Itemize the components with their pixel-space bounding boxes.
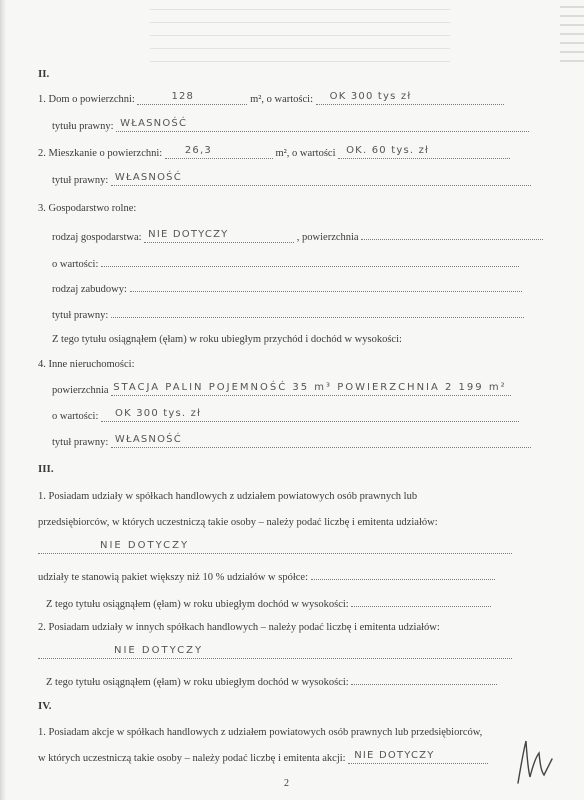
- other-value: OK 300 tys. zł: [115, 408, 202, 419]
- other-shares-text: 2. Posiadam udziały w innych spółkach handlowych – należy podać liczbę i emitenta udziałów:: [38, 622, 440, 633]
- house-title-field: [116, 120, 529, 132]
- house-title-value: WŁASNOŚĆ: [120, 118, 188, 129]
- other-title-label: tytuł prawny:: [52, 437, 109, 448]
- farm-area-label: , powierzchnia: [296, 232, 359, 243]
- stocks-text-line2: [38, 752, 488, 766]
- flat-value-field: [338, 147, 510, 159]
- house-value: OK 300 tys zł: [329, 91, 412, 102]
- flat-value: OK. 60 tys. zł: [346, 145, 430, 156]
- house-area-field: [137, 93, 247, 105]
- other-shares-income-label: Z tego tytułu osiągnąłem (ęłam) w roku ubiegłym dochód w wysokości:: [46, 677, 349, 688]
- farm-title-field: [111, 306, 524, 318]
- other-title-line: [52, 436, 531, 450]
- shares-income-field: [351, 595, 491, 607]
- flat-area-field: [165, 147, 273, 159]
- farm-kind-label: rodzaj gospodarstwa:: [52, 232, 142, 243]
- house-title-label: tytułu prawny:: [52, 121, 114, 132]
- flat-title-field: [111, 174, 531, 186]
- farm-buildings-line: [52, 280, 522, 297]
- other-value-line: [52, 410, 519, 424]
- flat-title-label: tytuł prawny:: [52, 175, 109, 186]
- shares-packet-label: udziały te stanowią pakiet większy niż 10 % udziałów w spółce:: [38, 572, 309, 583]
- shares-income-label: Z tego tytułu osiągnąłem (ęłam) w roku ubiegłym dochód w wysokości:: [46, 599, 349, 610]
- scan-edge-shadow: [0, 0, 6, 800]
- other-title-field: [111, 436, 531, 448]
- section-ii-heading: II.: [38, 68, 50, 80]
- house-area-value: 128: [171, 91, 195, 102]
- other-area-label: powierzchnia: [52, 385, 109, 396]
- stocks-text-line1: 1. Posiadam akcje w spółkach handlowych z udziałem powiatowych osób prawnych lub przedsiębiorców,: [38, 727, 483, 738]
- flat-unit-label: m², o wartości: [275, 148, 336, 159]
- section-iv-heading: IV.: [38, 700, 52, 712]
- stocks-answer: NIE DOTYCZY: [354, 750, 435, 761]
- stocks-answer-field: [348, 752, 488, 764]
- flat-area-line: [38, 147, 510, 161]
- farm-value-field: [101, 255, 519, 267]
- other-area-value: STACJA PALIN POJEMNOŚĆ 35 m³ POWIERZCHNIA 2 199 m²: [113, 382, 507, 393]
- house-area-label: 1. Dom o powierzchni:: [38, 94, 135, 105]
- flat-area-value: 26,3: [184, 145, 212, 156]
- farm-title-line: [52, 306, 524, 323]
- section-iii-heading: III.: [38, 463, 54, 475]
- house-area-line: [38, 93, 504, 107]
- flat-title-line: [52, 174, 531, 188]
- other-shares-answer: NIE DOTYCZY: [114, 645, 204, 656]
- shares-packet-line: [38, 568, 495, 585]
- farm-value-label: o wartości:: [52, 259, 99, 270]
- shares-answer-line: [38, 542, 512, 556]
- house-title-line: [52, 120, 529, 134]
- other-shares-answer-field: [38, 647, 512, 659]
- other-shares-income-line: [46, 673, 497, 690]
- farm-income-text: Z tego tytułu osiągnąłem (ęłam) w roku ubiegłym przychód i dochód w wysokości:: [52, 334, 402, 345]
- farm-title-label: tytuł prawny:: [52, 310, 109, 321]
- shares-packet-field: [311, 568, 495, 580]
- shares-text-line2: przedsiębiorców, w których uczestniczą takie osoby – należy podać liczbę i emitenta udziałów:: [38, 517, 438, 528]
- farm-kind-field: [144, 231, 294, 243]
- farm-value-line: [52, 255, 519, 272]
- page-number: 2: [284, 778, 289, 789]
- bleed-through-text: [150, 2, 450, 62]
- other-area-line: [52, 384, 511, 398]
- shares-income-line: [46, 595, 491, 612]
- farm-area-field: [361, 228, 543, 240]
- bleed-through-mark: [560, 4, 584, 62]
- farm-kind-value: NIE DOTYCZY: [148, 229, 229, 240]
- shares-text-line1: 1. Posiadam udziały w spółkach handlowych z udziałem powiatowych osób prawnych lub: [38, 491, 418, 502]
- signature-mark: [512, 735, 556, 787]
- other-title-value: WŁASNOŚĆ: [114, 434, 182, 445]
- other-property-heading: 4. Inne nieruchomości:: [38, 359, 135, 370]
- flat-area-label: 2. Mieszkanie o powierzchni:: [38, 148, 163, 159]
- shares-answer-field: [38, 542, 512, 554]
- house-unit-label: m², o wartości:: [250, 94, 313, 105]
- stocks-text-label: w których uczestniczą takie osoby – należy podać liczbę i emitenta akcji:: [38, 753, 346, 764]
- other-area-field: [111, 384, 511, 396]
- house-value-field: [316, 93, 504, 105]
- farm-heading: 3. Gospodarstwo rolne:: [38, 203, 137, 214]
- other-shares-answer-line: [38, 647, 512, 661]
- other-shares-income-field: [351, 673, 497, 685]
- flat-title-value: WŁASNOŚĆ: [114, 172, 182, 183]
- farm-kind-line: [52, 228, 543, 245]
- other-value-field: [101, 410, 519, 422]
- shares-answer: NIE DOTYCZY: [100, 540, 190, 551]
- other-value-label: o wartości:: [52, 411, 99, 422]
- farm-buildings-field: [130, 280, 522, 292]
- farm-buildings-label: rodzaj zabudowy:: [52, 284, 127, 295]
